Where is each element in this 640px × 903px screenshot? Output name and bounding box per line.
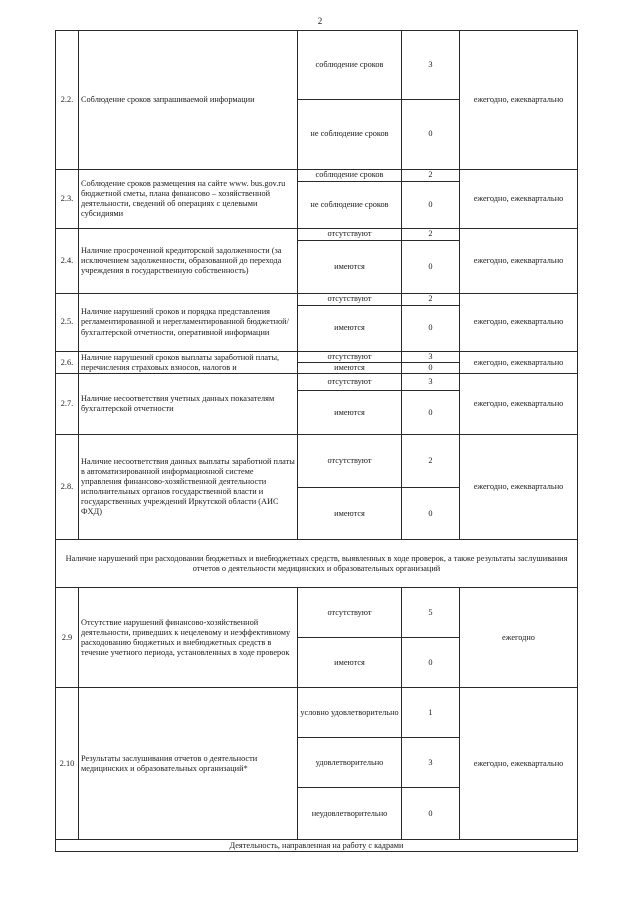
table-row <box>56 540 578 588</box>
criteria-table <box>55 30 578 852</box>
row-number: 2.9 <box>56 588 79 688</box>
period-cell: ежегодно, ежеквартально <box>460 31 578 170</box>
period-cell: ежегодно, ежеквартально <box>460 688 578 840</box>
row-description: Наличие несоответствия учетных данных показателям бухгалтерской отчетности <box>79 374 298 435</box>
table-row <box>56 688 578 738</box>
score-cell: 0 <box>402 788 460 840</box>
period-cell: ежегодно, ежеквартально <box>460 435 578 540</box>
table-row <box>56 352 578 363</box>
table-row <box>56 229 578 241</box>
table-row <box>56 840 578 852</box>
period-cell: ежегодно, ежеквартально <box>460 229 578 294</box>
row-number: 2.2. <box>56 31 79 170</box>
condition-cell: имеются <box>298 488 402 540</box>
condition-cell: отсутствуют <box>298 294 402 306</box>
period-cell: ежегодно, ежеквартально <box>460 374 578 435</box>
condition-cell: имеются <box>298 241 402 294</box>
score-cell: 5 <box>402 588 460 638</box>
condition-cell: отсутствуют <box>298 588 402 638</box>
condition-cell: имеются <box>298 638 402 688</box>
score-cell: 3 <box>402 352 460 363</box>
period-cell: ежегодно, ежеквартально <box>460 352 578 374</box>
page-number: 2 <box>317 16 323 26</box>
score-cell: 0 <box>402 363 460 374</box>
score-cell: 2 <box>402 435 460 488</box>
condition-cell: имеются <box>298 363 402 374</box>
table-row <box>56 294 578 306</box>
score-cell: 0 <box>402 241 460 294</box>
condition-cell: отсутствуют <box>298 352 402 363</box>
score-cell: 0 <box>402 306 460 352</box>
row-description: Отсутствие нарушений финансово-хозяйственной деятельности, приведших к нецелевому и неэффективному расходованию бюджетных и внебюджетных средств в течение учетного периода, установленных в ходе проверок <box>79 588 298 688</box>
table-row <box>56 374 578 391</box>
condition-cell: соблюдение сроков <box>298 170 402 182</box>
table-row <box>56 435 578 488</box>
condition-cell: отсутствуют <box>298 435 402 488</box>
score-cell: 1 <box>402 688 460 738</box>
score-cell: 3 <box>402 374 460 391</box>
row-description: Наличие несоответствия данных выплаты заработной платы в автоматизированной информационной системе управления финансово-хозяйственной деятельности исполнительных органов государственной власти и государственных учреждений Иркутской области (АИС ФХД) <box>79 435 298 540</box>
score-cell: 0 <box>402 182 460 229</box>
condition-cell: соблюдение сроков <box>298 31 402 100</box>
score-cell: 2 <box>402 229 460 241</box>
condition-cell: неудовлетворительно <box>298 788 402 840</box>
row-number: 2.6. <box>56 352 79 374</box>
score-cell: 2 <box>402 170 460 182</box>
row-description: Соблюдение сроков запрашиваемой информации <box>79 31 298 170</box>
row-number: 2.8. <box>56 435 79 540</box>
period-cell: ежегодно, ежеквартально <box>460 294 578 352</box>
row-number: 2.4. <box>56 229 79 294</box>
table-row <box>56 31 578 100</box>
row-number: 2.10 <box>56 688 79 840</box>
score-cell: 3 <box>402 738 460 788</box>
condition-cell: имеются <box>298 306 402 352</box>
table-row <box>56 588 578 638</box>
table-row <box>56 170 578 182</box>
period-cell: ежегодно, ежеквартально <box>460 170 578 229</box>
row-number: 2.3. <box>56 170 79 229</box>
row-description: Наличие нарушений сроков и порядка представления регламентированной и нерегламентированной бюджетной/бухгалтерской отчетности, оперативной информации <box>79 294 298 352</box>
row-description: Наличие просроченной кредиторской задолженности (за исключением задолженности, образованной до перехода учреждения в государственную собственность) <box>79 229 298 294</box>
score-cell: 0 <box>402 391 460 435</box>
score-cell: 0 <box>402 638 460 688</box>
score-cell: 3 <box>402 31 460 100</box>
row-description: Наличие нарушений сроков выплаты заработной платы, перечисления страховых взносов, налогов и <box>79 352 298 374</box>
section-footer: Деятельность, направленная на работу с кадрами <box>56 840 578 852</box>
condition-cell: отсутствуют <box>298 229 402 241</box>
condition-cell: удовлетворительно <box>298 738 402 788</box>
condition-cell: не соблюдение сроков <box>298 182 402 229</box>
score-cell: 0 <box>402 100 460 170</box>
condition-cell: не соблюдение сроков <box>298 100 402 170</box>
row-number: 2.5. <box>56 294 79 352</box>
condition-cell: имеются <box>298 391 402 435</box>
row-description: Соблюдение сроков размещения на сайте www. bus.gov.ru бюджетной сметы, плана финансово – хозяйственной деятельности, сведений об операциях с целевыми субсидиями <box>79 170 298 229</box>
condition-cell: отсутствуют <box>298 374 402 391</box>
condition-cell: условно удовлетворительно <box>298 688 402 738</box>
section-header: Наличие нарушений при расходовании бюджетных и внебюджетных средств, выявленных в ходе проверок, а также результаты заслушивания отчетов о деятельности медицинских и образовательных организаций <box>56 540 578 588</box>
period-cell: ежегодно <box>460 588 578 688</box>
score-cell: 2 <box>402 294 460 306</box>
row-number: 2.7. <box>56 374 79 435</box>
score-cell: 0 <box>402 488 460 540</box>
row-description: Результаты заслушивания отчетов о деятельности медицинских и образовательных организаций* <box>79 688 298 840</box>
